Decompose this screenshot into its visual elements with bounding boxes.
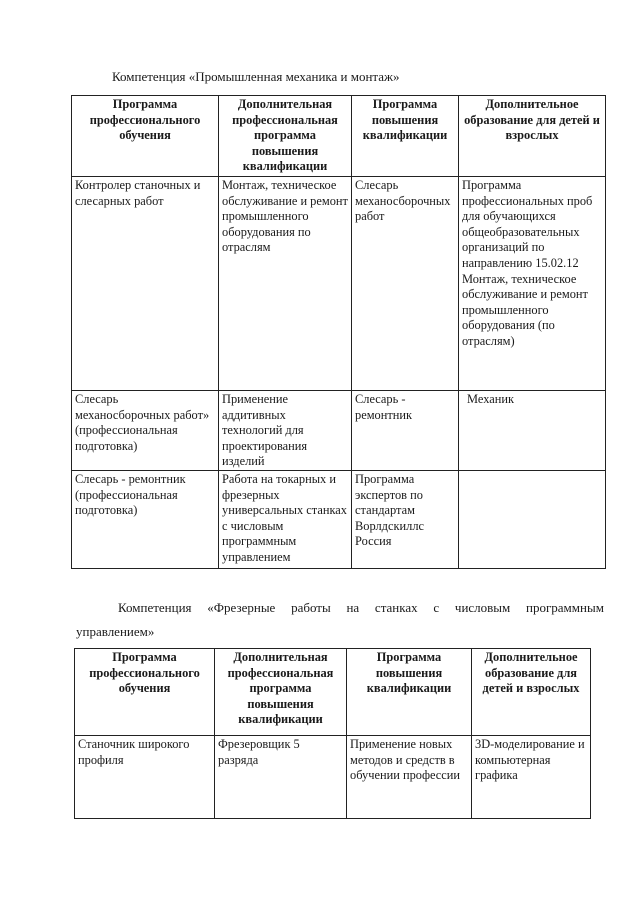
table-cell: Слесарь - ремонтник [352, 391, 459, 471]
table-cell: 3D-моделирование и компьютерная графика [472, 736, 591, 819]
table-cell: Слесарь механосборочных работ [352, 177, 459, 391]
heading-word: работы [291, 600, 331, 615]
table-header-row [75, 649, 591, 736]
column-header: Программа повышения квалификации [352, 96, 459, 177]
heading-word: числовым [454, 600, 511, 615]
heading-word: на [346, 600, 360, 615]
section1-heading: Компетенция «Промышленная механика и монтаж» [112, 69, 400, 84]
table-cell [459, 471, 606, 569]
column-header: Программа профессионального обучения [75, 649, 215, 736]
heading-word: Компетенция [118, 600, 192, 615]
table-cell: Применение аддитивных технологий для проектирования изделий [219, 391, 352, 471]
table-cell: Фрезеровщик 5 разряда [215, 736, 347, 819]
competency-table-2 [74, 648, 591, 819]
table-cell: Слесарь механосборочных работ» (профессиональная подготовка) [72, 391, 219, 471]
section2-heading-line2: управлением» [76, 624, 155, 639]
heading-word: программным [526, 600, 604, 615]
heading-word: «Фрезерные [207, 600, 276, 615]
column-header: Программа повышения квалификации [347, 649, 472, 736]
column-header: Дополнительная профессиональная программа повышения квалификации [215, 649, 347, 736]
table-cell: Монтаж, техническое обслуживание и ремонт промышленного оборудования по отраслям [219, 177, 352, 391]
table-cell: Механик [459, 391, 606, 471]
table-row [75, 736, 591, 819]
table-cell: Применение новых методов и средств в обучении профессии [347, 736, 472, 819]
table-row [72, 177, 606, 391]
table-row [72, 471, 606, 569]
table-cell: Станочник широкого профиля [75, 736, 215, 819]
column-header: Дополнительное образование для детей и взрослых [459, 96, 606, 177]
table-cell: Программа профессиональных проб для обучающихся общеобразовательных организаций по направлению 15.02.12 Монтаж, техническое обслуживание и ремонт промышленного оборудования (по отраслям) [459, 177, 606, 391]
column-header: Дополнительное образование для детей и взрослых [472, 649, 591, 736]
table-cell: Программа экспертов по стандартам Ворлдскиллс Россия [352, 471, 459, 569]
column-header: Дополнительная профессиональная программа повышения квалификации [219, 96, 352, 177]
column-header: Программа профессионального обучения [72, 96, 219, 177]
table-row [72, 391, 606, 471]
table-cell: Слесарь - ремонтник (профессиональная подготовка) [72, 471, 219, 569]
section2-heading-line1 [118, 600, 604, 616]
heading-word: станках [374, 600, 418, 615]
table-cell: Контролер станочных и слесарных работ [72, 177, 219, 391]
table-cell: Работа на токарных и фрезерных универсальных станках с числовым программным управлением [219, 471, 352, 569]
competency-table-1 [71, 95, 606, 569]
heading-word: с [433, 600, 440, 615]
table-header-row [72, 96, 606, 177]
